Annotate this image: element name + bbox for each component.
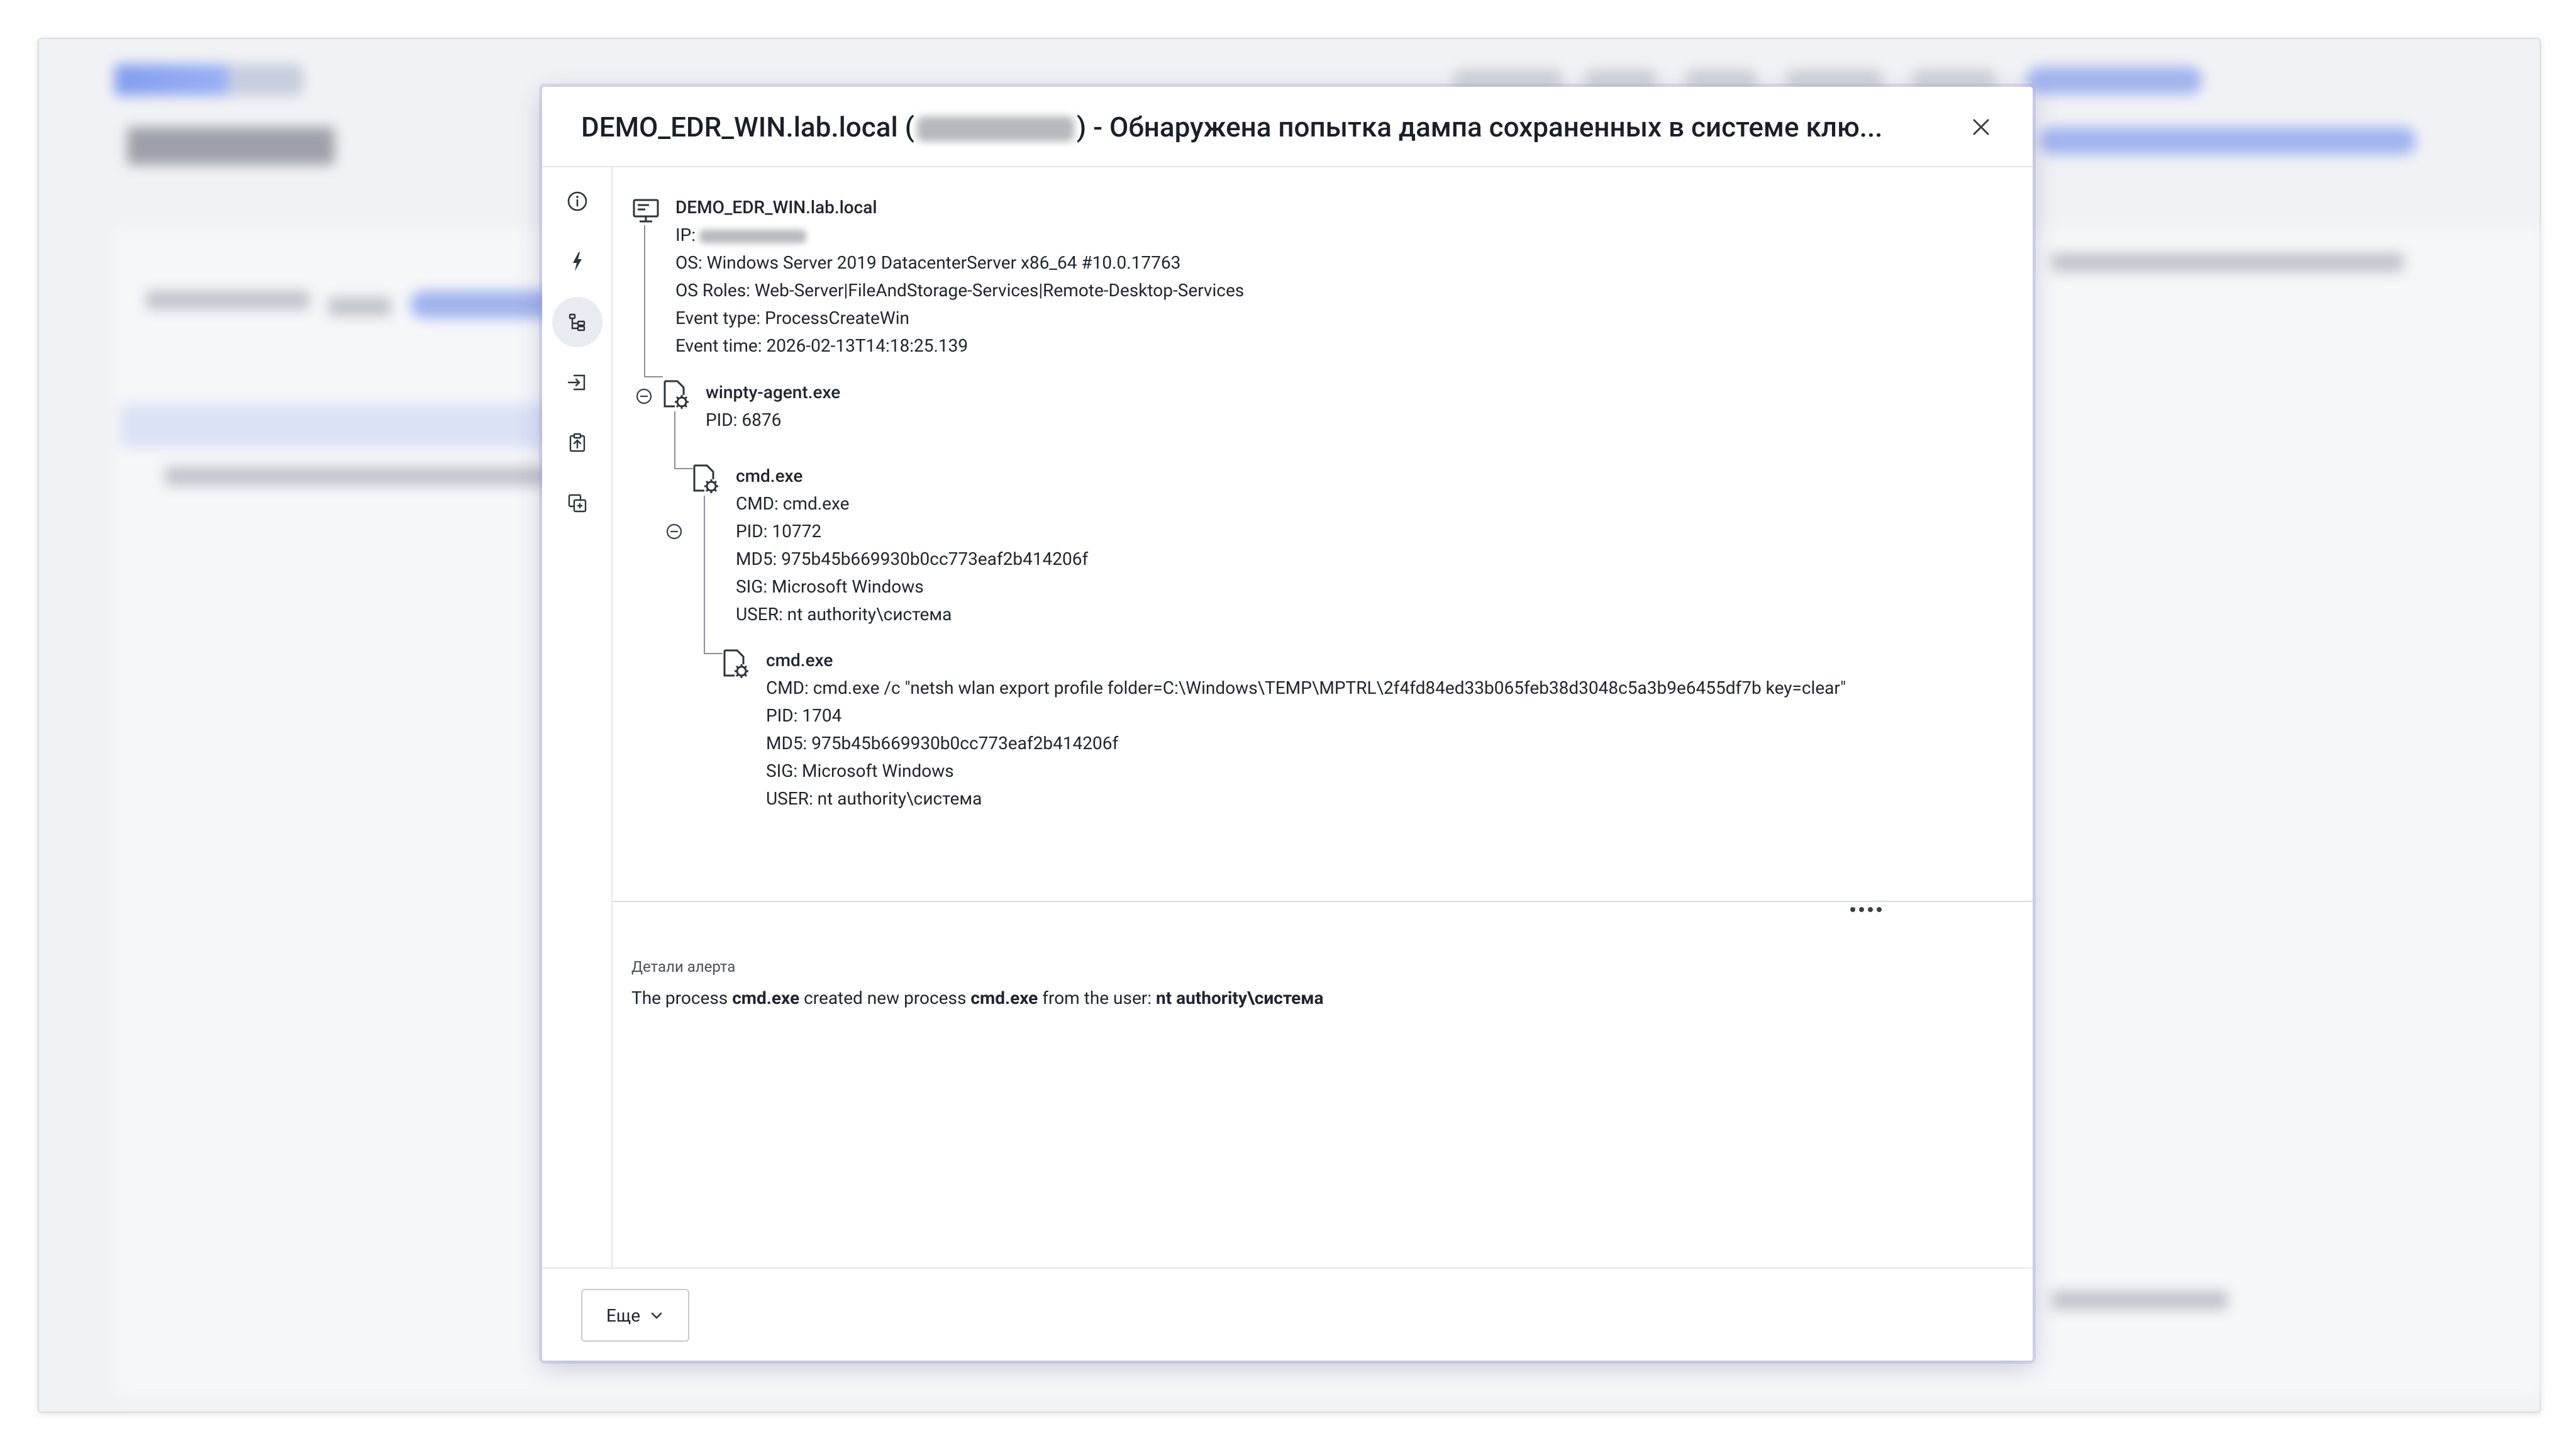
background-table-row xyxy=(121,404,599,448)
background-text xyxy=(146,291,309,309)
process-md5: MD5: 975b45b669930b0cc773eaf2b414206f xyxy=(766,733,1119,754)
host-ip xyxy=(675,221,806,249)
collapse-toggle-icon[interactable] xyxy=(666,523,682,540)
details-child-process: cmd.exe xyxy=(970,988,1038,1008)
alert-details-label: Детали алерта xyxy=(631,958,736,976)
process-pid: PID: 10772 xyxy=(736,521,822,542)
tab-login[interactable] xyxy=(552,357,602,408)
tab-related[interactable] xyxy=(552,478,602,528)
process-sig: SIG: Microsoft Windows xyxy=(766,760,954,781)
event-time: Event time: 2026-02-13T14:18:25.139 xyxy=(675,335,969,356)
tree-connector xyxy=(674,411,675,468)
pane-resize-handle[interactable] xyxy=(1850,905,1882,915)
background-logo xyxy=(114,64,303,96)
process-pid: PID: 6876 xyxy=(706,409,782,430)
tree-connector xyxy=(644,376,663,377)
background-text xyxy=(165,467,580,486)
close-button[interactable] xyxy=(1963,109,1999,145)
computer-icon xyxy=(630,195,662,226)
process-name-cmd[interactable]: cmd.exe xyxy=(736,465,803,486)
process-file-icon xyxy=(689,463,721,494)
modal-header xyxy=(542,87,2033,167)
more-actions-label: Еще xyxy=(606,1305,641,1326)
event-type: Event type: ProcessCreateWin xyxy=(675,308,909,328)
chevron-down-icon xyxy=(649,1308,664,1323)
alert-modal xyxy=(542,87,2033,1361)
background-text xyxy=(2051,253,2404,272)
background-text xyxy=(2051,1291,2228,1310)
copy-icon xyxy=(566,492,589,515)
background-blue-bar xyxy=(2039,127,2416,155)
close-icon xyxy=(1972,118,1990,136)
tree-connector xyxy=(704,496,705,653)
tab-response[interactable] xyxy=(552,418,602,468)
modal-title xyxy=(581,107,1907,147)
process-sig: SIG: Microsoft Windows xyxy=(736,576,924,597)
lightning-icon xyxy=(566,250,589,273)
resize-dot xyxy=(1877,907,1882,912)
process-pid: PID: 1704 xyxy=(766,705,842,726)
process-user: USER: nt authority\система xyxy=(736,604,952,625)
background-active-nav xyxy=(2026,67,2202,94)
process-cmd: CMD: cmd.exe xyxy=(736,493,850,514)
background-page-title xyxy=(127,127,335,165)
tab-process-tree[interactable] xyxy=(552,297,602,347)
modal-title-host: DEMO_EDR_WIN.lab.local ( xyxy=(581,111,914,143)
host-ip-label: IP: xyxy=(675,225,696,245)
process-file-icon xyxy=(660,379,691,410)
more-actions-button[interactable] xyxy=(581,1289,689,1342)
tree-connector xyxy=(644,225,645,376)
side-tab-rail xyxy=(542,167,613,1269)
process-user: USER: nt authority\система xyxy=(766,788,982,809)
resize-dot xyxy=(1850,907,1855,912)
info-icon xyxy=(566,190,589,213)
collapse-toggle-icon[interactable] xyxy=(636,388,652,404)
details-text-part: created new process xyxy=(799,988,971,1008)
modal-footer xyxy=(542,1267,2033,1361)
process-md5: MD5: 975b45b669930b0cc773eaf2b414206f xyxy=(736,549,1089,569)
process-file-icon xyxy=(719,648,751,679)
resize-dot xyxy=(1868,907,1873,912)
background-text xyxy=(328,297,391,316)
clipboard-upload-icon xyxy=(566,432,589,454)
process-tree-icon xyxy=(566,311,589,333)
details-parent-process: cmd.exe xyxy=(732,988,800,1008)
process-name-winpty[interactable]: winpty-agent.exe xyxy=(706,382,841,403)
modal-title-alert: ) - Обнаружена попытка дампа сохраненных в системе клю... xyxy=(1076,111,1883,143)
process-name-cmd[interactable]: cmd.exe xyxy=(766,650,833,671)
host-os-roles: OS Roles: Web-Server|FileAndStorage-Services|Remote-Desktop-Services xyxy=(675,280,1245,301)
log-in-icon xyxy=(566,371,589,394)
host-name[interactable]: DEMO_EDR_WIN.lab.local xyxy=(675,197,877,218)
resize-dot xyxy=(1859,907,1864,912)
redacted-ip xyxy=(917,116,1074,142)
process-tree xyxy=(613,167,2033,902)
tab-events[interactable] xyxy=(552,237,602,287)
alert-details-text xyxy=(631,988,1324,1008)
tab-info[interactable] xyxy=(552,176,602,226)
details-user: nt authority\система xyxy=(1156,988,1324,1008)
details-text-part: from the user: xyxy=(1038,988,1156,1008)
host-os: OS: Windows Server 2019 DatacenterServer x86_64 #10.0.17763 xyxy=(675,252,1181,273)
redacted-ip xyxy=(699,230,806,243)
process-cmd: CMD: cmd.exe /c "netsh wlan export profile folder=C:\Windows\TEMP\MPTRL\2f4fd84ed33b065feb38d3048c5a3b9e6455df7b key=clear" xyxy=(766,677,1846,698)
details-text-part: The process xyxy=(631,988,733,1008)
